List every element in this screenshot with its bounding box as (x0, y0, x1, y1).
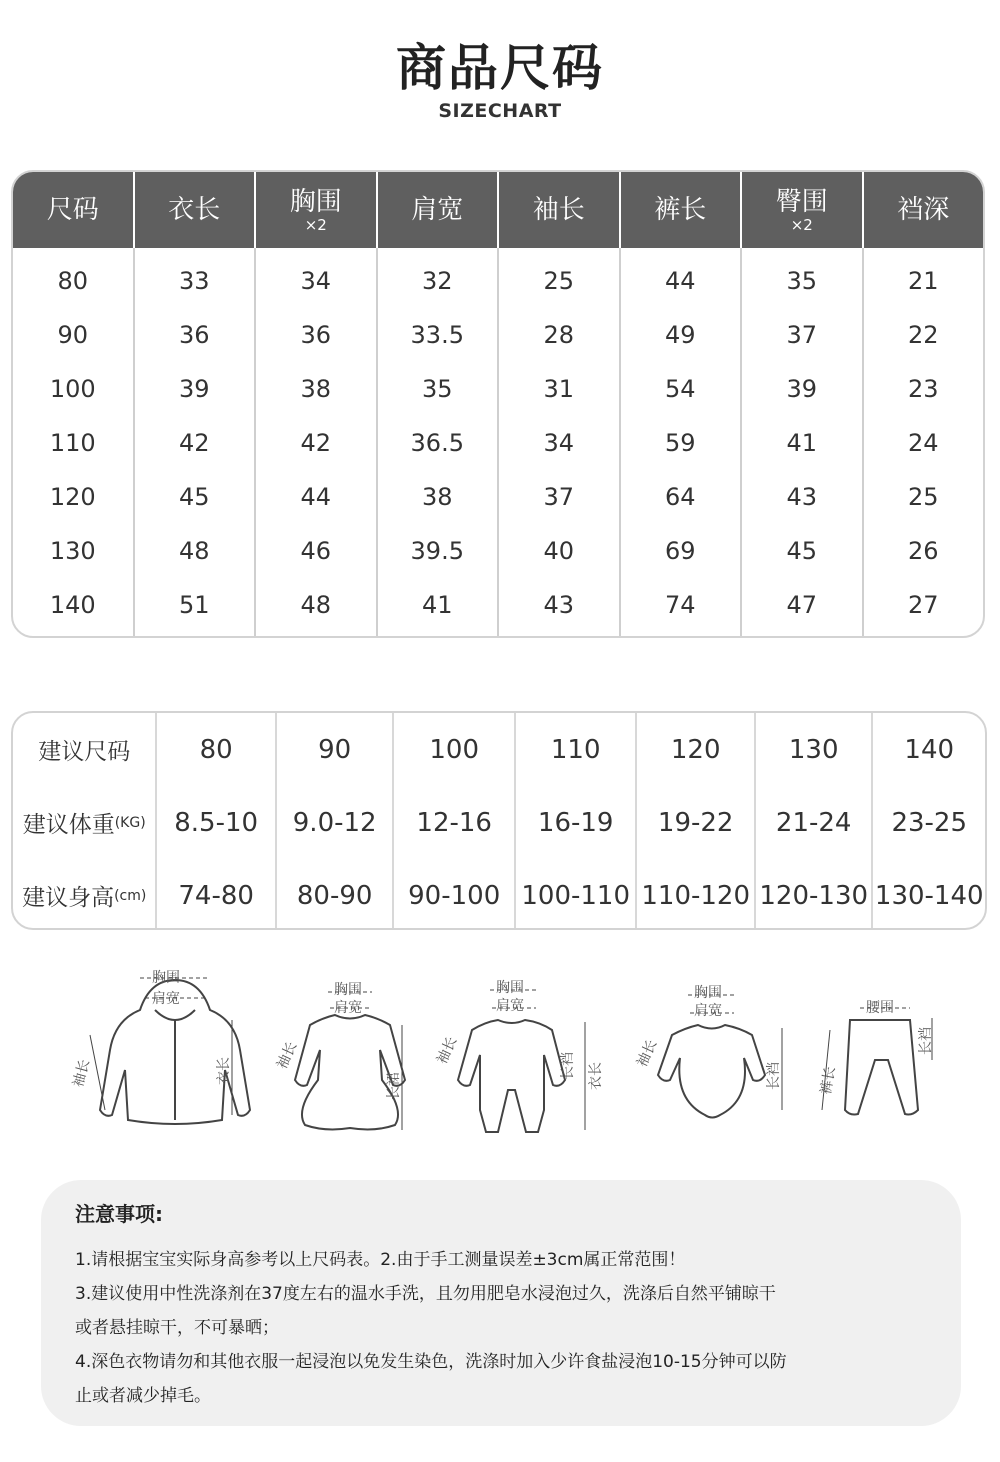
size-table-cell: 23 (907, 375, 939, 403)
header-cell-hip: 臀围 ×2 (742, 172, 864, 248)
recommend-label-column (13, 713, 157, 928)
size-table-cell: 38 (300, 375, 332, 403)
header-cell-shoulder: 肩宽 (378, 172, 500, 248)
size-table-cell: 26 (907, 537, 939, 565)
size-table-cell: 25 (543, 267, 575, 295)
recommend-cell: 80 (199, 734, 233, 765)
size-table-cell: 41 (421, 591, 453, 619)
size-table-cell: 64 (664, 483, 696, 511)
size-table-cell: 37 (543, 483, 575, 511)
recommend-column (637, 713, 756, 928)
header-cell-crotch: 裆深 (897, 195, 950, 225)
dress-illustration (274, 982, 405, 1130)
recommend-cell: 90-100 (408, 880, 501, 911)
recommend-column (394, 713, 516, 928)
label-recommend-weight: 建议体重 (KG) (22, 812, 146, 838)
size-table-cell: 59 (664, 429, 696, 457)
recommend-cell: 90 (318, 734, 352, 765)
recommend-cell: 12-16 (416, 807, 492, 838)
care-notes-panel (41, 1180, 961, 1426)
size-table-cell: 39.5 (410, 537, 464, 565)
recommend-cell: 130 (788, 734, 839, 765)
size-table-cell: 34 (300, 267, 332, 295)
svg-text:衣长: 衣长 (588, 1062, 604, 1090)
size-table-cell: 46 (300, 537, 332, 565)
svg-text:胸围: 胸围 (496, 980, 524, 996)
svg-text:长裆: 长裆 (766, 1062, 782, 1090)
size-table-cell: 41 (786, 429, 818, 457)
svg-text:长裆: 长裆 (918, 1027, 934, 1055)
size-table-cell: 45 (178, 483, 210, 511)
header-cell-chest: 胸围 ×2 (256, 172, 378, 248)
size-table-cell: 100 (49, 375, 96, 403)
size-table-cell: 33.5 (410, 321, 464, 349)
size-table-cell: 36.5 (410, 429, 464, 457)
size-table-cell: 22 (907, 321, 939, 349)
size-column (13, 248, 135, 638)
size-table-cell: 69 (664, 537, 696, 565)
size-table-cell: 54 (664, 375, 696, 403)
recommend-cell: 110-120 (641, 880, 751, 911)
size-table-cell: 43 (543, 591, 575, 619)
svg-text:袖长: 袖长 (70, 1057, 94, 1090)
recommend-size-table (11, 711, 987, 930)
svg-text:胸围: 胸围 (334, 982, 362, 998)
size-column (621, 248, 743, 638)
recommend-cell: 100 (429, 734, 479, 765)
recommend-cell: 23-25 (891, 807, 968, 838)
size-table-cell: 35 (421, 375, 453, 403)
header-cell-sleeve: 袖长 (499, 172, 621, 248)
header-cell-length: 衣长 (135, 172, 257, 248)
size-table-cell: 90 (57, 321, 89, 349)
recommend-column (516, 713, 638, 928)
size-table-cell: 24 (907, 429, 939, 457)
recommend-cell: 80-90 (296, 880, 373, 911)
note-line: 3.建议使用中性洗涤剂在37度左右的温水手洗，且勿用肥皂水浸泡过久，洗涤后自然平铺晾干 (75, 1284, 776, 1304)
svg-text:袖长: 袖长 (634, 1037, 661, 1070)
size-table-cell: 36 (300, 321, 332, 349)
size-table-cell: 35 (786, 267, 818, 295)
header-cell-size: 尺码 (13, 172, 135, 248)
size-table-cell: 140 (49, 591, 96, 619)
size-table-cell: 120 (49, 483, 96, 511)
note-line: 止或者减少掉毛。 (75, 1386, 211, 1406)
size-table-cell: 33 (178, 267, 210, 295)
recommend-column (873, 713, 985, 928)
svg-text:胸围: 胸围 (694, 985, 722, 1001)
recommend-cell: 110 (550, 734, 601, 765)
size-table-cell: 80 (57, 267, 89, 295)
svg-text:肩宽: 肩宽 (152, 991, 180, 1007)
recommend-cell: 140 (904, 734, 955, 765)
size-table-cell: 40 (543, 537, 575, 565)
size-table-cell: 36 (178, 321, 210, 349)
svg-text:长裆: 长裆 (560, 1052, 576, 1080)
size-table-cell: 44 (300, 483, 332, 511)
size-table-cell: 130 (49, 537, 96, 565)
recommend-cell: 19-22 (657, 807, 734, 838)
page-subtitle: SIZECHART (438, 100, 562, 122)
size-table-cell: 45 (786, 537, 818, 565)
recommend-cell: 130-140 (874, 880, 984, 911)
size-table-cell: 43 (786, 483, 818, 511)
size-column (742, 248, 864, 638)
size-chart-header (13, 172, 983, 248)
size-column (864, 248, 984, 638)
svg-text:袖长: 袖长 (434, 1034, 461, 1067)
size-table-cell: 110 (49, 429, 96, 457)
svg-text:肩宽: 肩宽 (334, 1000, 362, 1016)
recommend-cell: 74-80 (178, 880, 254, 911)
size-table-cell: 21 (907, 267, 939, 295)
note-line: 或者悬挂晾干，不可暴晒； (75, 1318, 279, 1338)
svg-text:裤长: 裤长 (818, 1065, 839, 1096)
notes-title: 注意事项: (75, 1202, 163, 1226)
size-table-cell: 34 (543, 429, 575, 457)
size-table-cell: 32 (421, 267, 453, 295)
size-column (135, 248, 257, 638)
romper-illustration (434, 980, 604, 1132)
pants-illustration (818, 1000, 934, 1115)
note-line: 4.深色衣物请勿和其他衣服一起浸泡以免发生染色，洗涤时加入少许食盐浸泡10-15分钟可以防 (75, 1352, 787, 1372)
recommend-column (756, 713, 874, 928)
size-table-cell: 49 (664, 321, 696, 349)
recommend-cell: 120-130 (759, 880, 869, 911)
size-table-cell: 74 (664, 591, 696, 619)
bodysuit-illustration (634, 985, 782, 1118)
size-table-cell: 51 (178, 591, 210, 619)
recommend-cell: 100-110 (521, 880, 630, 911)
size-column (499, 248, 621, 638)
size-column (256, 248, 378, 638)
size-table-cell: 48 (300, 591, 332, 619)
size-table-cell: 47 (786, 591, 818, 619)
recommend-column (277, 713, 395, 928)
svg-text:肩宽: 肩宽 (694, 1003, 722, 1019)
header-cell-pants-length: 裤长 (621, 172, 743, 248)
size-table-cell: 27 (907, 591, 939, 619)
size-table-cell: 37 (786, 321, 818, 349)
coat-illustration (70, 970, 250, 1124)
size-table-cell: 42 (300, 429, 332, 457)
size-column (378, 248, 500, 638)
note-line: 1.请根据宝宝实际身高参考以上尺码表。2.由于手工测量误差±3cm属正常范围！ (75, 1250, 686, 1270)
label-recommend-height: 建议身高 (cm) (22, 885, 147, 911)
recommend-cell: 120 (670, 734, 721, 765)
size-table-cell: 48 (178, 537, 210, 565)
size-chart-body (13, 248, 983, 638)
svg-text:衣长: 衣长 (216, 1057, 232, 1085)
label-recommend-size: 建议尺码 (38, 739, 131, 765)
size-table-cell: 25 (907, 483, 939, 511)
size-table-cell: 31 (543, 375, 575, 403)
svg-text:肩宽: 肩宽 (496, 998, 524, 1014)
recommend-cell: 8.5-10 (174, 807, 259, 838)
recommend-cell: 9.0-12 (292, 807, 377, 838)
size-table-cell: 39 (178, 375, 210, 403)
size-table-cell: 42 (178, 429, 210, 457)
size-table-cell: 28 (543, 321, 575, 349)
recommend-cell: 21-24 (775, 807, 852, 838)
size-table-cell: 44 (664, 267, 696, 295)
size-chart-table (11, 170, 985, 638)
svg-text:胸围: 胸围 (152, 970, 180, 986)
page-title: 商品尺码 (396, 39, 604, 97)
svg-text:长裙: 长裙 (386, 1072, 402, 1100)
recommend-cell: 16-19 (537, 807, 614, 838)
size-table-cell: 38 (421, 483, 453, 511)
svg-text:腰围: 腰围 (866, 1000, 894, 1016)
measurement-illustrations (60, 960, 940, 1150)
recommend-column (157, 713, 277, 928)
size-table-cell: 39 (786, 375, 818, 403)
svg-text:袖长: 袖长 (274, 1039, 301, 1072)
